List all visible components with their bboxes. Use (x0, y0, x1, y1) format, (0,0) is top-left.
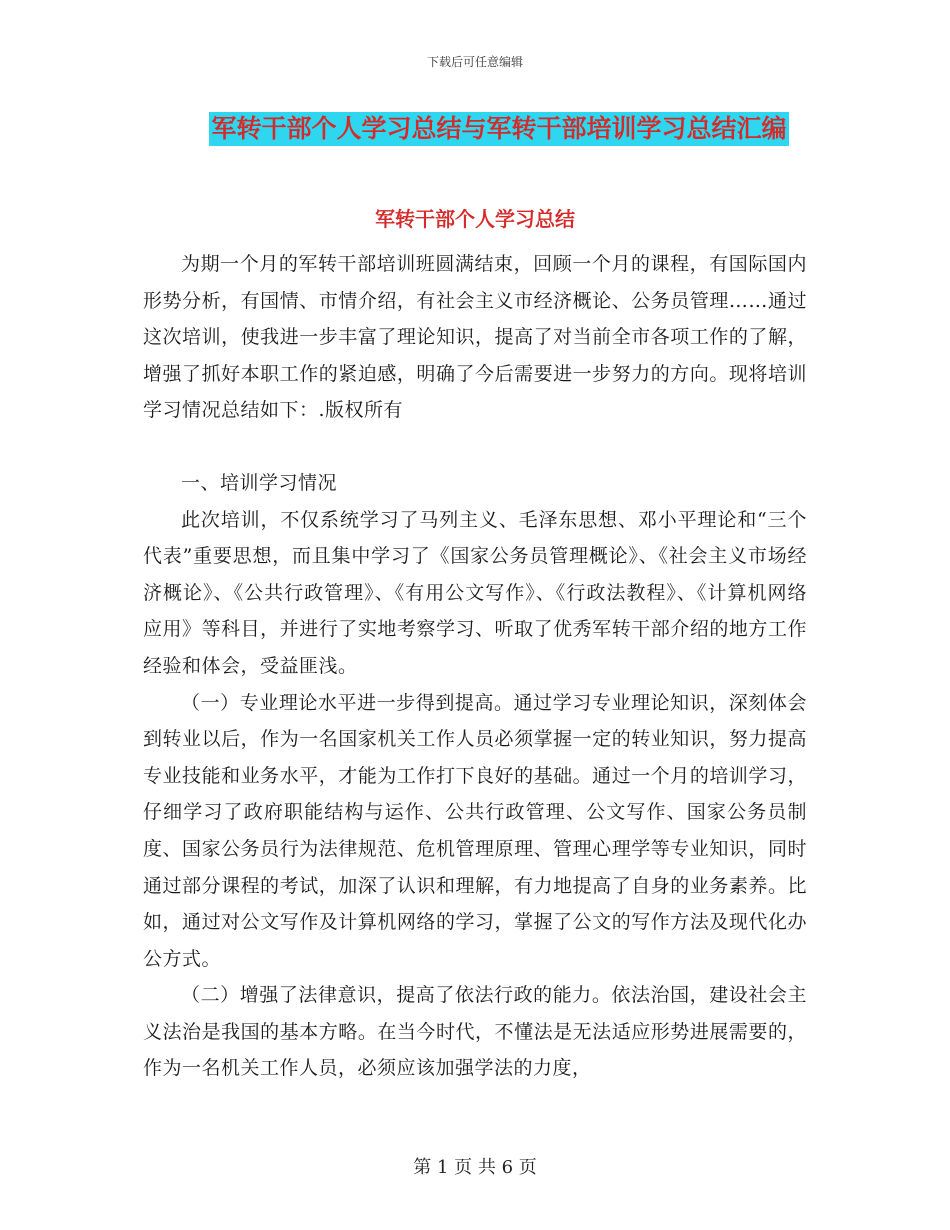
main-title-wrap (0, 112, 950, 146)
sub-title: 军转干部个人学习总结 (375, 207, 575, 231)
paragraph-gap (143, 429, 807, 465)
paragraph-law: （二）增强了法律意识，提高了依法行政的能力。依法治国，建设社会主义法治是我国的基本方略。在当今时代，不懂法是无法适应形势进展需要的，作为一名机关工作人员，必须应该加强学法的力度， (143, 984, 807, 1080)
paragraph-intro: 为期一个月的军转干部培训班圆满结束，回顾一个月的课程，有国际国内形势分析，有国情、市情介绍，有社会主义市经济概论、公务员管理……通过这次培训，使我进一步丰富了理论知识，提高了对当前全市各项工作的了解，增强了抓好本职工作的紧迫感，明确了今后需要进一步努力的方向。现将培训学习情况总结如下：.版权所有 (143, 253, 807, 422)
header-note: 下载后可任意编辑 (426, 55, 523, 69)
page-footer: 第 1 页 共 6 页 (413, 1157, 537, 1178)
document-body (143, 246, 807, 1087)
section-heading: 一、培训学习情况 (181, 471, 338, 494)
paragraph-theory: （一）专业理论水平进一步得到提高。通过学习专业理论知识，深刻体会到转业以后，作为一名国家机关工作人员必须掌握一定的转业知识，努力提高专业技能和业务水平，才能为工作打下良好的基础。通过一个月的培训学习，仔细学习了政府职能结构与运作、公共行政管理、公文写作、国家公务员制度、国家公务员行为法律规范、危机管理原理、管理心理学等专业知识，同时通过部分课程的考试，加深了认识和理解，有力地提高了自身的业务素养。比如，通过对公文写作及计算机网络的学习，掌握了公文的写作方法及现代化办公方式。 (143, 691, 807, 970)
paragraph-training: 此次培训，不仅系统学习了马列主义、毛泽东思想、邓小平理论和“三个代表”重要思想，而且集中学习了《国家公务员管理概论》、《社会主义市场经济概论》、《公共行政管理》、《有用公文写作》、《行政法教程》、《计算机网络应用》等科目，并进行了实地考察学习、听取了优秀军转干部介绍的地方工作经验和体会，受益匪浅。 (143, 508, 807, 677)
main-title: 军转干部个人学习总结与军转干部培训学习总结汇编 (209, 112, 788, 146)
